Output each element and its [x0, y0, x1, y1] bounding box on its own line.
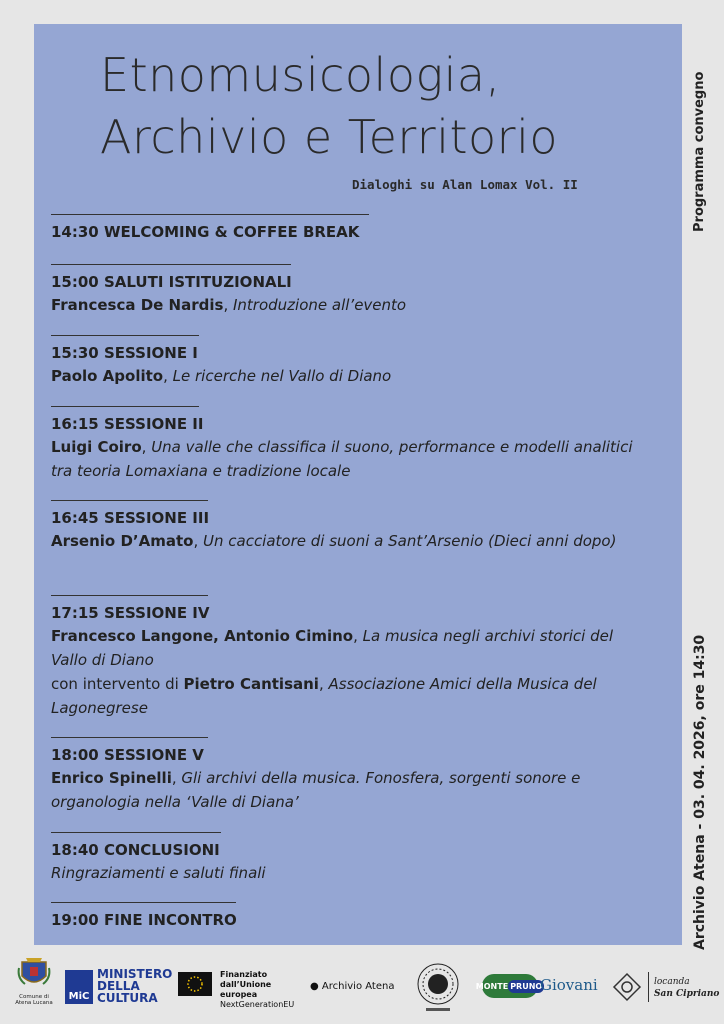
session-heading: 19:00 FINE INCONTRO [51, 911, 237, 929]
session-heading: 15:00 SALUTI ISTITUZIONALI [51, 273, 292, 291]
comune-logo: Comune di Atena Lucana [14, 954, 54, 1006]
talk-title: Un cacciatore di suoni a Sant’Arsenio (Dieci anni dopo) [203, 532, 617, 550]
speaker-name: Francesca De Nardis [51, 296, 224, 314]
talk-title: Le ricerche nel Vallo di Diano [172, 367, 392, 385]
session-heading: 18:00 SESSIONE V [51, 746, 204, 764]
talk-title: Una valle che classifica il suono, performance e modelli analitici tra teoria Lomaxiana e tradizione locale [51, 438, 633, 480]
record-logo [410, 960, 466, 1018]
monte-pruno-giovani-logo: MONTE PRUNO Giovani [482, 974, 602, 1000]
session-i [51, 335, 641, 388]
session-welcome [51, 214, 641, 243]
ministero-cultura-logo: MiC MINISTERO DELLA CULTURA [65, 966, 165, 1008]
talk-title: Associazione Amici della Musica del Lagonegrese [51, 675, 597, 717]
talk-title: Introduzione all’evento [233, 296, 407, 314]
session-body [51, 861, 641, 885]
divider [51, 832, 221, 833]
talk-title: Ringraziamenti e saluti finali [51, 864, 266, 882]
session-body: Paolo Apolito, Le ricerche nel Vallo di Diano [51, 367, 392, 385]
session-heading: 16:45 SESSIONE III [51, 509, 210, 527]
session-body: Enrico Spinelli, Gli archivi della musica. Fonosfera, sorgenti sonore e organologia nella ‘Valle di Diana’ [51, 769, 581, 811]
side-label-programma: Programma convegno [692, 71, 707, 232]
eu-funding-logo: Finanziato dall’Unione europea NextGenerationEU [178, 970, 308, 1006]
divider [51, 500, 208, 501]
session-saluti [51, 264, 641, 317]
subtitle: Dialoghi su Alan Lomax Vol. II [352, 177, 578, 192]
divider [51, 595, 208, 596]
divider [51, 264, 291, 265]
vinyl-record-icon [410, 960, 466, 1014]
speaker-name: Enrico Spinelli [51, 769, 172, 787]
archivio-atena-logo: ● Archivio Atena [310, 981, 395, 992]
side-label-event-info: Archivio Atena - 03. 04. 2026, ore 14:30 [692, 634, 708, 950]
speaker-name: Arsenio D’Amato [51, 532, 194, 550]
divider [51, 335, 199, 336]
sponsor-logos [0, 950, 724, 1024]
session-body: Luigi Coiro, Una valle che classifica il suono, performance e modelli analitici tra teoria Lomaxiana e tradizione locale [51, 438, 633, 480]
eu-flag-icon [178, 972, 212, 996]
session-heading: 18:40 CONCLUSIONI [51, 841, 220, 859]
session-fine [51, 902, 641, 931]
page-title [100, 44, 558, 168]
speaker-name: Luigi Coiro [51, 438, 142, 456]
session-iv [51, 595, 641, 720]
locanda-san-cipriano-logo: locanda San Cipriano [612, 972, 720, 1006]
session-body: Francesca De Nardis, Introduzione all’evento [51, 296, 407, 314]
session-body: Arsenio D’Amato, Un cacciatore di suoni a Sant’Arsenio (Dieci anni dopo) [51, 532, 617, 550]
talk-title: La musica negli archivi storici del Vallo di Diano [51, 627, 614, 669]
divider [51, 737, 208, 738]
talk-title: Gli archivi della musica. Fonosfera, sorgenti sonore e organologia nella ‘Valle di Diana’ [51, 769, 581, 811]
session-heading: 16:15 SESSIONE II [51, 415, 204, 433]
divider [51, 406, 199, 407]
session-heading: 15:30 SESSIONE I [51, 344, 198, 362]
session-extra: con intervento di Pietro Cantisani, Associazione Amici della Musica del Lagonegrese [51, 675, 597, 717]
divider [51, 214, 369, 215]
speaker-name: Francesco Langone, Antonio Cimino [51, 627, 354, 645]
coat-of-arms-icon [17, 954, 51, 990]
title-line-2: Archivio e Territorio [100, 110, 558, 164]
session-v [51, 737, 641, 814]
speaker-name: Paolo Apolito [51, 367, 164, 385]
speaker-name: Pietro Cantisani [183, 675, 319, 693]
session-conclusioni [51, 832, 641, 885]
session-iii [51, 500, 641, 553]
divider [51, 902, 236, 903]
title-line-1: Etnomusicologia, [100, 48, 501, 102]
session-ii [51, 406, 641, 483]
knot-icon [612, 972, 642, 1002]
session-body: Francesco Langone, Antonio Cimino, La musica negli archivi storici del Vallo di Diano [51, 627, 614, 669]
session-heading: 17:15 SESSIONE IV [51, 604, 210, 622]
session-heading: 14:30 WELCOMING & COFFEE BREAK [51, 223, 360, 241]
